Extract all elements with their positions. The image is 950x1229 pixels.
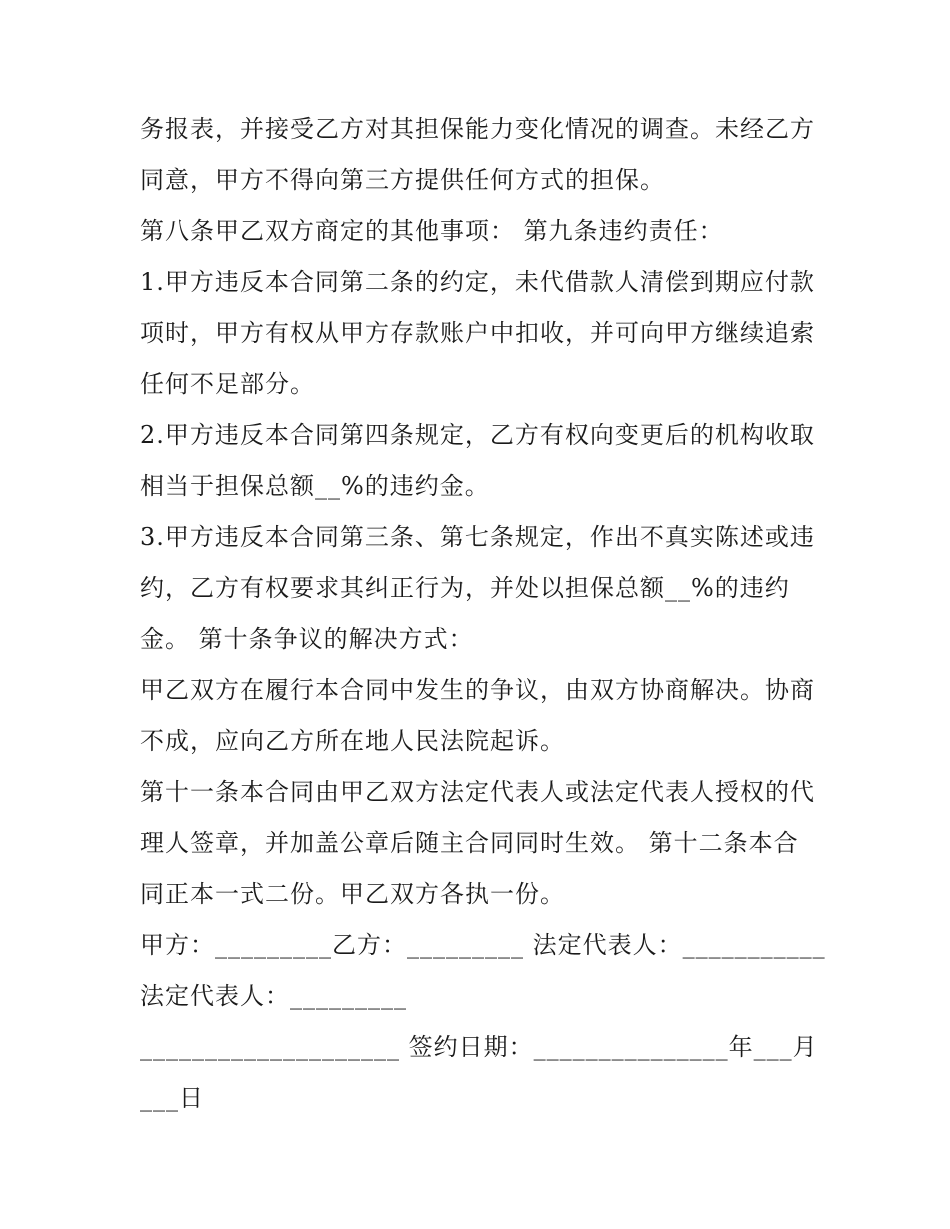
text-line-7: 2.甲方违反本合同第四条规定，乙方有权向变更后的机构收取 (140, 421, 815, 449)
text-line-13: 不成，应向乙方所在地人民法院起诉。 (140, 727, 565, 755)
article-8-9-heading: 第八条甲乙双方商定的其他事项： 第九条违约责任： (140, 217, 724, 245)
text-line-16: 同正本一式二份。甲乙双方各执一份。 (140, 880, 565, 908)
signature-representative-line: 法定代表人：_________ (140, 982, 407, 1010)
text-line-1: 务报表，并接受乙方对其担保能力变化情况的调查。未经乙方 (140, 115, 815, 143)
text-line-6: 任何不足部分。 (140, 370, 315, 398)
text-line-12: 甲乙双方在履行本合同中发生的争议，由双方协商解决。协商 (140, 676, 815, 704)
article-10-heading: 金。 第十条争议的解决方式： (140, 625, 474, 653)
text-line-15: 理人签章，并加盖公章后随主合同同时生效。 第十二条本合 (140, 829, 799, 857)
signing-day-line: ___日 (140, 1084, 204, 1112)
text-line-8: 相当于担保总额__%的违约金。 (140, 472, 490, 500)
text-line-10: 约，乙方有权要求其纠正行为，并处以担保总额__%的违约 (140, 574, 790, 602)
text-line-9: 3.甲方违反本合同第三条、第七条规定，作出不真实陈述或违 (140, 523, 815, 551)
text-line-4: 1.甲方违反本合同第二条的约定，未代借款人清偿到期应付款 (140, 268, 815, 296)
document-page (140, 104, 826, 1124)
article-11-text: 第十一条本合同由甲乙双方法定代表人或法定代表人授权的代 (140, 778, 815, 806)
text-line-2: 同意，甲方不得向第三方提供任何方式的担保。 (140, 166, 665, 194)
text-line-5: 项时，甲方有权从甲方存款账户中扣收，并可向甲方继续追索 (140, 319, 815, 347)
signing-date-line: ____________________ 签约日期：_______________年___月 (140, 1033, 818, 1061)
signature-party-line: 甲方：_________乙方：_________ 法定代表人：___________ (140, 931, 826, 959)
